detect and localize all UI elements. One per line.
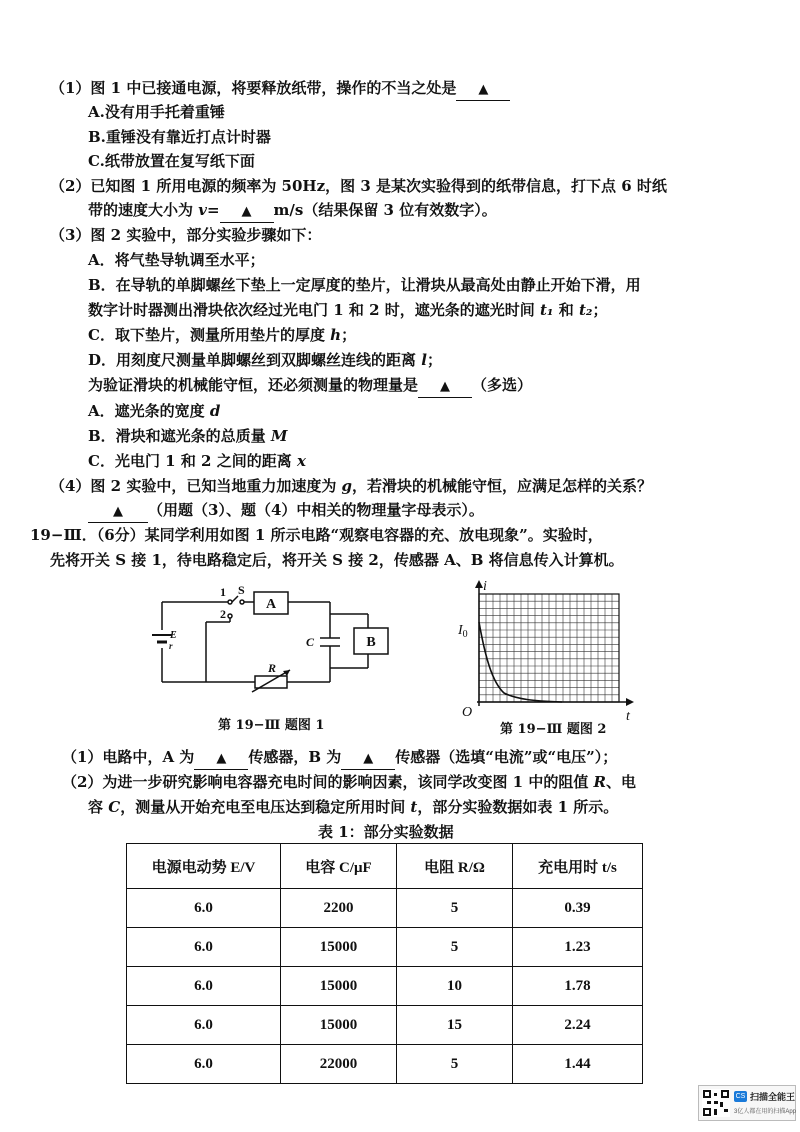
q2-line2: 带的速度大小为 v= ▲ m/s（结果保留 3 位有效数字）。 [88, 200, 497, 223]
discharge-curve [479, 622, 562, 702]
q3-step: 数字计时器测出滑块依次经过光电门 1 和 2 时，遮光条的遮光时间 t₁ 和 t₂； [88, 301, 608, 319]
table-cell: 6.0 [127, 928, 281, 967]
sub2-line2: 容 C，测量从开始充电至电压达到稳定所用时间 t，部分实验数据如表 1 所示。 [88, 798, 619, 816]
camscanner-watermark [698, 1085, 796, 1121]
sub2-line1: （2）为进一步研究影响电容器充电时间的影响因素，该同学改变图 1 中的阻值 R、电 [62, 773, 637, 791]
q4-line2: ▲ （用题（3）、题（4）中相关的物理量字母表示）。 [88, 500, 484, 523]
q3-option: A．遮光条的宽度 d [88, 402, 221, 420]
table-cell: 1.78 [513, 967, 643, 1006]
table-cell: 5 [397, 928, 513, 967]
table-row [127, 889, 643, 928]
table-cell: 1.23 [513, 928, 643, 967]
figure-1-caption: 第 19−Ⅲ 题图 1 [218, 718, 325, 733]
internal-resistance-label: r [169, 641, 173, 651]
table-cell: 6.0 [127, 889, 281, 928]
axis-i-label: i [483, 579, 487, 594]
table-cell: 15000 [281, 967, 397, 1006]
q3-intro: （3）图 2 实验中，部分实验步骤如下： [50, 226, 322, 244]
sub1-line: （1）电路中，A 为 ▲ 传感器，B 为 ▲ 传感器（选填“电流”或“电压”）； [62, 747, 617, 770]
switch-terminal-1: 1 [220, 585, 226, 599]
q3-ask: 为验证滑块的机械能守恒，还必须测量的物理量是 ▲ （多选） [88, 375, 532, 398]
table-cell: 22000 [281, 1045, 397, 1084]
table-cell: 2.24 [513, 1006, 643, 1045]
table-cell: 15 [397, 1006, 513, 1045]
table-cell: 2200 [281, 889, 397, 928]
q3-step: C．取下垫片，测量所用垫片的厚度 h； [88, 326, 357, 344]
capacitor-label: C [306, 635, 315, 649]
table-header: 充电用时 t/s [513, 844, 643, 889]
origin-label: O [462, 705, 473, 720]
qr-code-icon [702, 1089, 730, 1117]
switch-label: S [238, 583, 245, 597]
q3-option: B．滑块和遮光条的总质量 M [88, 427, 288, 445]
table-cell: 15000 [281, 1006, 397, 1045]
answer-blank[interactable]: ▲ [341, 747, 395, 770]
table-cell: 6.0 [127, 967, 281, 1006]
answer-blank[interactable]: ▲ [220, 200, 274, 223]
q1-option: B.重锤没有靠近打点计时器 [88, 128, 271, 146]
camscanner-slogan: 3亿人都在用的扫描App [734, 1109, 797, 1115]
problem-19-text: 先将开关 S 接 1，待电路稳定后，将开关 S 接 2，传感器 A、B 将信息传入计算机。 [50, 551, 624, 569]
answer-blank[interactable]: ▲ [194, 747, 248, 770]
graph-grid [479, 594, 619, 702]
answer-blank[interactable]: ▲ [88, 500, 148, 523]
circuit-diagram [140, 582, 410, 697]
table-cell: 1.44 [513, 1045, 643, 1084]
data-table [126, 843, 643, 1084]
table-row [127, 928, 643, 967]
camscanner-name: 扫描全能王 [750, 1092, 796, 1102]
table-header-row [127, 844, 643, 889]
q1-option: A.没有用手托着重锤 [88, 103, 225, 121]
q3-step: B．在导轨的单脚螺丝下垫上一定厚度的垫片，让滑块从最高处由静止开始下滑，用 [88, 276, 641, 294]
sensor-b-label: B [366, 635, 376, 650]
problem-19-heading: 19−Ⅲ．（6分）某同学利用如图 1 所示电路“观察电容器的充、放电现象”。实验时， [30, 526, 603, 544]
table-cell: 15000 [281, 928, 397, 967]
i0-label: $I_0$ [458, 623, 468, 640]
current-time-graph [452, 578, 642, 726]
table-row [127, 1006, 643, 1045]
table-cell: 5 [397, 1045, 513, 1084]
switch-terminal-2: 2 [220, 607, 226, 621]
q1-stem: （1）图 1 中已接通电源，将要释放纸带，操作的不当之处是 ▲ [50, 78, 510, 101]
table-header: 电源电动势 E/V [127, 844, 281, 889]
emf-label: E [170, 630, 177, 641]
q2-line1: （2）已知图 1 所用电源的频率为 50Hz，图 3 是某次实验得到的纸带信息，打下点 6 时纸 [50, 177, 667, 195]
answer-blank[interactable]: ▲ [418, 375, 472, 398]
table-cell: 0.39 [513, 889, 643, 928]
resistor-label: R [268, 661, 277, 675]
table-cell: 6.0 [127, 1006, 281, 1045]
figure-2-caption: 第 19−Ⅲ 题图 2 [500, 722, 607, 737]
table-header: 电容 C/μF [281, 844, 397, 889]
q3-step: A．将气垫导轨调至水平； [88, 251, 265, 269]
q4-line1: （4）图 2 实验中，已知当地重力加速度为 g，若滑块的机械能守恒，应满足怎样的关系？ [50, 477, 653, 495]
axis-t-label: t [626, 709, 630, 724]
table-title: 表 1：部分实验数据 [318, 823, 454, 841]
table-row [127, 1045, 643, 1084]
q3-option: C．光电门 1 和 2 之间的距离 x [88, 452, 306, 470]
q3-step: D．用刻度尺测量单脚螺丝到双脚螺丝连线的距离 l； [88, 351, 442, 369]
table-header: 电阻 R/Ω [397, 844, 513, 889]
table-cell: 10 [397, 967, 513, 1006]
sensor-a-label: A [265, 597, 277, 612]
table-cell: 5 [397, 889, 513, 928]
camscanner-logo-icon: CS [735, 1093, 746, 1100]
q1-option: C.纸带放置在复写纸下面 [88, 152, 255, 170]
table-cell: 6.0 [127, 1045, 281, 1084]
table-row [127, 967, 643, 1006]
answer-blank[interactable]: ▲ [456, 78, 510, 101]
